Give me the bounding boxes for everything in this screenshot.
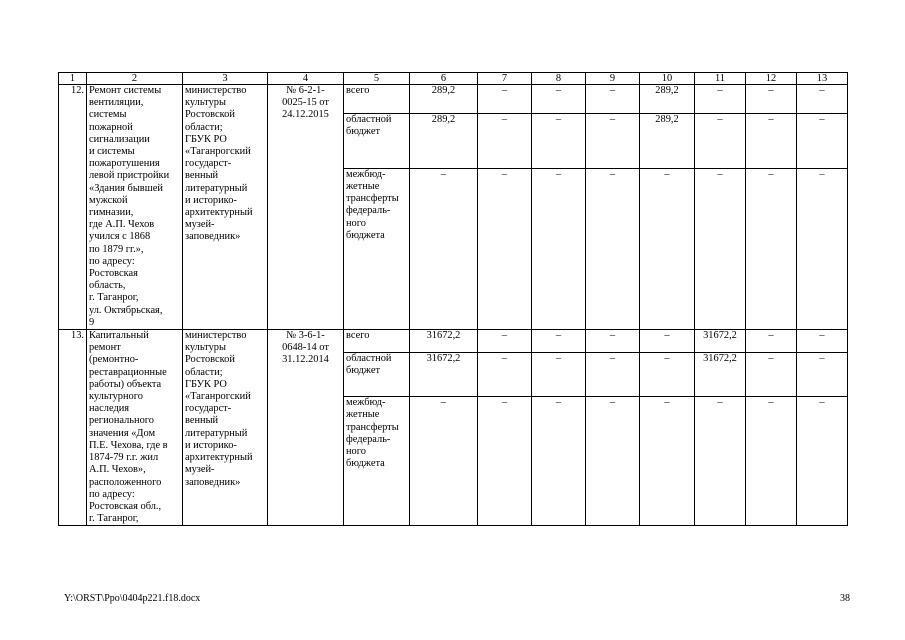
value-cell: –	[797, 397, 848, 526]
text-line: музей-	[185, 219, 215, 231]
text-line: межбюд-	[346, 397, 386, 409]
funding-source	[344, 168, 410, 329]
text-line: ремонт	[89, 342, 121, 354]
text-line: «Здания бывшей	[89, 182, 163, 194]
text-line: бюджета	[346, 229, 385, 241]
column-number: 11	[695, 73, 746, 85]
column-number: 1	[59, 73, 87, 85]
object-name	[87, 85, 183, 330]
value-cell: –	[532, 168, 586, 329]
column-number: 12	[746, 73, 797, 85]
text-line: литературный	[185, 427, 248, 439]
text-line: г. Таганрог,	[89, 292, 139, 304]
text-line: 24.12.2015	[282, 109, 329, 121]
text-line: Капитальный	[89, 330, 149, 342]
text-line: 0648-14 от	[282, 342, 329, 354]
text-line: культуры	[185, 342, 226, 354]
value-cell: –	[478, 397, 532, 526]
text-line: А.П. Чехов»,	[89, 464, 146, 476]
text-line: ГБУК РО	[185, 133, 227, 145]
text-line: значения «Дом	[89, 427, 156, 439]
text-line: государст-	[185, 158, 232, 170]
text-line: по адресу:	[89, 255, 135, 267]
text-line: культуры	[185, 97, 226, 109]
text-line: литературный	[185, 182, 248, 194]
column-number: 9	[586, 73, 640, 85]
text-line: ного	[346, 217, 366, 229]
value-cell: –	[797, 330, 848, 353]
value-cell: –	[586, 113, 640, 168]
text-line: заповедник»	[185, 476, 241, 488]
value-cell: 31672,2	[410, 330, 478, 353]
budget-table	[58, 72, 848, 526]
document-reference	[268, 85, 344, 330]
text-line: межбюд-	[346, 168, 386, 180]
text-line: ул. Октябрьская,	[89, 304, 163, 316]
text-line: левой пристройки	[89, 170, 170, 182]
text-line: жетные	[346, 181, 380, 193]
value-cell: –	[797, 113, 848, 168]
text-line: работы) объекта	[89, 378, 162, 390]
value-cell: –	[586, 330, 640, 353]
value-cell: –	[797, 168, 848, 329]
text-line: музей-	[185, 464, 215, 476]
text-line: Ремонт системы	[89, 85, 162, 96]
text-line: по 1879 гг.»,	[89, 243, 144, 255]
value-cell: –	[478, 113, 532, 168]
text-line: П.Е. Чехова, где в	[89, 439, 168, 451]
text-line: и системы	[89, 146, 135, 158]
text-line: Ростовской	[185, 354, 235, 366]
text-line: трансферты	[346, 421, 399, 433]
text-line: ного	[346, 446, 366, 458]
row-number: 12.	[59, 85, 87, 330]
text-line: всего	[346, 330, 370, 342]
text-line: «Таганрогский	[185, 391, 251, 403]
value-cell: 31672,2	[695, 330, 746, 353]
text-line: (ремонтно-	[89, 354, 139, 366]
text-line: жетные	[346, 409, 380, 421]
value-cell: –	[586, 168, 640, 329]
value-cell: 31672,2	[410, 353, 478, 397]
column-number: 4	[268, 73, 344, 85]
value-cell: –	[695, 85, 746, 114]
value-cell: –	[640, 330, 695, 353]
text-line: венный	[185, 170, 219, 182]
column-number: 8	[532, 73, 586, 85]
text-line: культурного	[89, 391, 143, 403]
text-line: области;	[185, 121, 223, 133]
value-cell: –	[532, 397, 586, 526]
text-line: пожаротушения	[89, 158, 160, 170]
text-line: сигнализации	[89, 133, 150, 145]
text-line: государст-	[185, 403, 232, 415]
value-cell: –	[478, 168, 532, 329]
text-line: вентиляции,	[89, 97, 144, 109]
text-line: архитектурный	[185, 207, 253, 219]
value-cell: 289,2	[640, 113, 695, 168]
value-cell: –	[478, 85, 532, 114]
text-line: мужской	[89, 194, 128, 206]
text-line: бюджета	[346, 458, 385, 470]
value-cell: –	[532, 353, 586, 397]
text-line: федераль-	[346, 433, 391, 445]
text-line: 9	[89, 316, 95, 328]
text-line: 31.12.2014	[282, 354, 329, 366]
text-line: 1874-79 г.г. жил	[89, 452, 159, 464]
value-cell: –	[746, 397, 797, 526]
column-number: 5	[344, 73, 410, 85]
object-name	[87, 330, 183, 526]
funding-source	[344, 330, 410, 353]
text-line: областной	[346, 353, 392, 365]
value-cell: 289,2	[410, 85, 478, 114]
value-cell: –	[640, 353, 695, 397]
text-line: г. Таганрог,	[89, 513, 139, 525]
text-line: Ростовской	[185, 109, 235, 121]
value-cell: –	[695, 113, 746, 168]
text-line: Ростовская обл.,	[89, 500, 162, 512]
table-row	[59, 330, 848, 353]
text-line: регионального	[89, 415, 154, 427]
page-number: 38	[840, 593, 850, 604]
text-line: ГБУК РО	[185, 378, 227, 390]
value-cell: –	[640, 397, 695, 526]
value-cell: –	[410, 397, 478, 526]
text-line: пожарной	[89, 121, 133, 133]
text-line: заповедник»	[185, 231, 241, 243]
text-line: где А.П. Чехов	[89, 219, 155, 231]
funding-source	[344, 397, 410, 526]
text-line: 0025-15 от	[282, 97, 329, 109]
text-line: № 6-2-1-	[286, 85, 325, 96]
table-row	[59, 85, 848, 114]
value-cell: –	[410, 168, 478, 329]
text-line: областной	[346, 113, 392, 125]
column-number: 10	[640, 73, 695, 85]
column-number: 6	[410, 73, 478, 85]
text-line: и историко-	[185, 439, 237, 451]
value-cell: –	[746, 168, 797, 329]
value-cell: –	[586, 397, 640, 526]
text-line: и историко-	[185, 194, 237, 206]
value-cell: 31672,2	[695, 353, 746, 397]
text-line: министерство	[185, 85, 247, 96]
value-cell: –	[797, 85, 848, 114]
funding-source	[344, 353, 410, 397]
text-line: федераль-	[346, 205, 391, 217]
value-cell: –	[532, 85, 586, 114]
value-cell: –	[478, 330, 532, 353]
text-line: области;	[185, 366, 223, 378]
file-path: Y:\ORST\Ppo\0404p221.f18.docx	[64, 593, 201, 604]
value-cell: –	[586, 85, 640, 114]
document-reference	[268, 330, 344, 526]
text-line: всего	[346, 85, 370, 96]
value-cell: –	[746, 113, 797, 168]
text-line: бюджет	[346, 125, 381, 137]
organization	[183, 330, 268, 526]
text-line: № 3-6-1-	[286, 330, 325, 342]
column-number: 2	[87, 73, 183, 85]
column-number: 13	[797, 73, 848, 85]
header-row	[59, 73, 848, 85]
text-line: наследия	[89, 403, 130, 415]
text-line: системы	[89, 109, 127, 121]
text-line: архитектурный	[185, 452, 253, 464]
text-line: министерство	[185, 330, 247, 342]
text-line: реставрационные	[89, 366, 167, 378]
value-cell: 289,2	[640, 85, 695, 114]
value-cell: –	[532, 113, 586, 168]
text-line: «Таганрогский	[185, 146, 251, 158]
value-cell: –	[695, 397, 746, 526]
value-cell: 289,2	[410, 113, 478, 168]
text-line: по адресу:	[89, 488, 135, 500]
text-line: трансферты	[346, 193, 399, 205]
text-line: Ростовская	[89, 268, 138, 280]
column-number: 3	[183, 73, 268, 85]
text-line: бюджет	[346, 365, 381, 377]
text-line: учился с 1868	[89, 231, 151, 243]
text-line: гимназии,	[89, 207, 134, 219]
text-line: венный	[185, 415, 219, 427]
funding-source	[344, 85, 410, 114]
value-cell: –	[746, 353, 797, 397]
value-cell: –	[478, 353, 532, 397]
value-cell: –	[640, 168, 695, 329]
value-cell: –	[797, 353, 848, 397]
text-line: расположенного	[89, 476, 162, 488]
row-number: 13.	[59, 330, 87, 526]
value-cell: –	[746, 330, 797, 353]
organization	[183, 85, 268, 330]
value-cell: –	[586, 353, 640, 397]
funding-source	[344, 113, 410, 168]
value-cell: –	[746, 85, 797, 114]
value-cell: –	[695, 168, 746, 329]
value-cell: –	[532, 330, 586, 353]
column-number: 7	[478, 73, 532, 85]
text-line: область,	[89, 280, 126, 292]
